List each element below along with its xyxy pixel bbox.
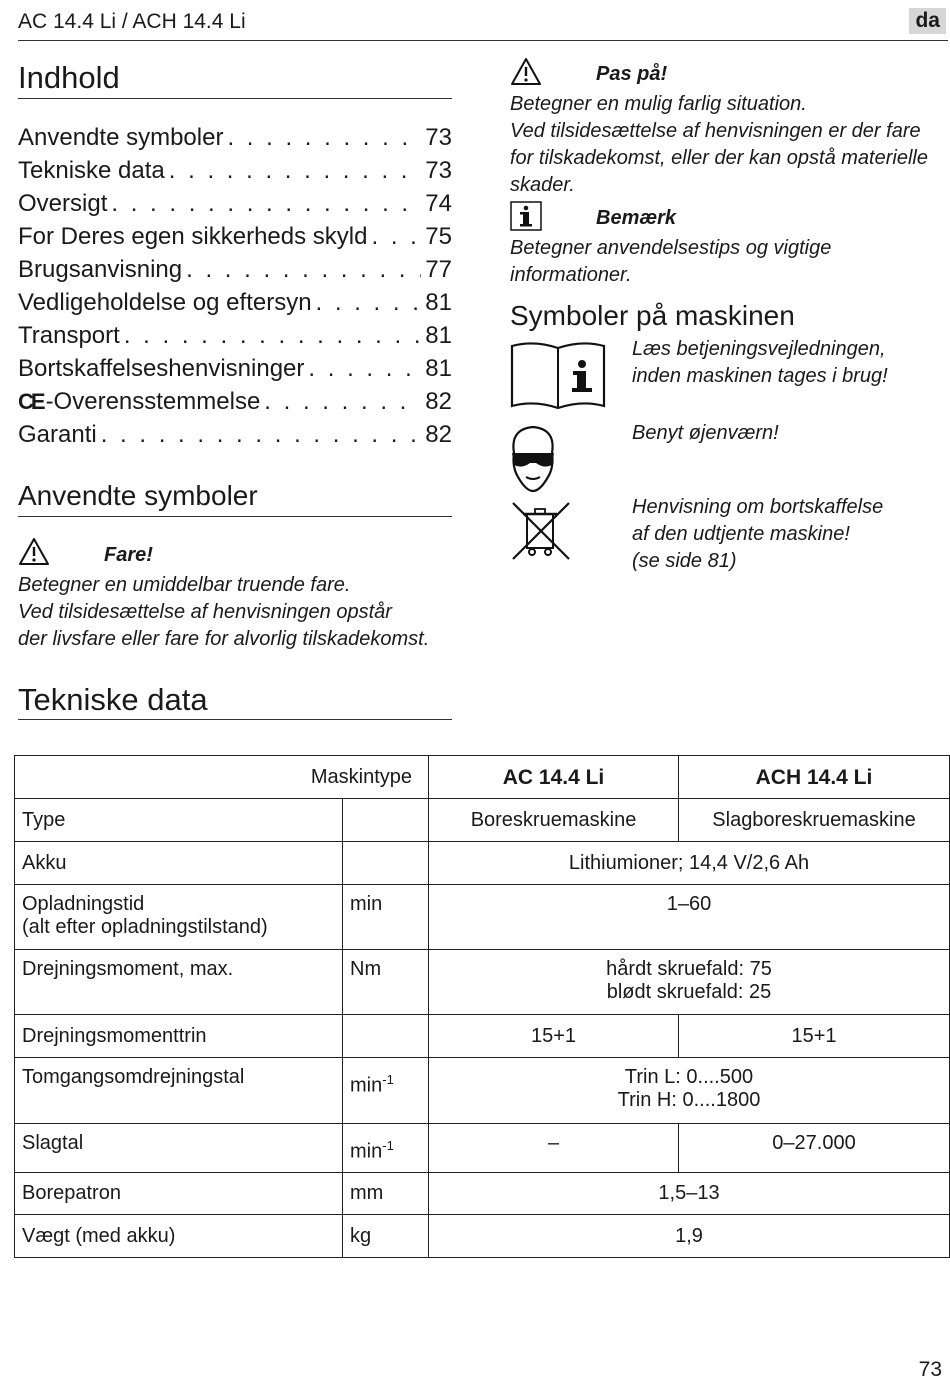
note-text: Betegner anvendelsestips og vigtige informationer. [510,237,832,286]
symbols-rule [18,516,452,517]
tech-rule [18,719,452,720]
note-label: Bemærk [596,207,677,229]
crossed-bin-icon [510,500,572,562]
table-row: Type Boreskruemaskine Slagboreskruemaskine [15,799,950,842]
toc-item[interactable]: CE -Overensstemmelse . . . 82 [18,388,452,416]
model-header-ach: ACH 14.4 Li [679,756,950,799]
caution-text: Betegner en mulig farlig situation. Ved tilsidesættelse af henvisningen er der fare for tilskadekomst, eller der kan opstå materielle skader. [510,93,928,196]
table-row: Slagtal $\min^{-1}$ – 0–27.000 [15,1124,950,1173]
info-note-icon [510,201,542,231]
table-row: Akku Lithiumioner; 14,4 V/2,6 Ah [15,842,950,885]
machine-symbols-heading: Symboler på maskinen [510,300,795,331]
disposal-text: Henvisning om bortskaffelse af den udtjente maskine! (se side 81) [632,496,884,572]
danger-label: Fare! [104,544,153,566]
table-row: Tomgangsomdrejningstal $\min^{-1}$ Trin L: 0....500 Trin H: 0....1800 [15,1058,950,1124]
toc-item[interactable]: Bortskaffelseshenvisninger . . . 81 [18,355,452,383]
page-number: 73 [918,1358,942,1381]
table-row: Drejningsmoment, max. Nm hårdt skruefald: 75 blødt skruefald: 25 [15,950,950,1015]
toc-item[interactable]: Anvendte symboler . . . 73 [18,124,452,152]
warning-triangle-icon [18,537,50,567]
safety-goggles-icon [508,423,558,495]
table-row: Vægt (med akku) kg 1,9 [15,1215,950,1258]
toc-item[interactable]: Garanti . . . 82 [18,421,452,449]
table-row: Drejningsmomenttrin 15+1 15+1 [15,1015,950,1058]
caution-label: Pas på! [596,63,668,85]
manual-text: Læs betjeningsvejledningen, inden maskinen tages i brug! [632,338,888,387]
document-header-title: AC 14.4 Li / ACH 14.4 Li [18,10,246,33]
model-header-ac: AC 14.4 Li [429,756,679,799]
header-rule [18,40,948,41]
manual-book-icon [508,340,608,412]
danger-text: Betegner en umiddelbar truende fare. Ved tilsidesættelse af henvisningen opstår der livsfare eller fare for alvorlig tilskadekomst. [18,574,430,650]
tech-heading: Tekniske data [18,682,208,717]
table-row: Opladningstid (alt efter opladningstilstand) min 1–60 [15,885,950,950]
toc-rule [18,98,452,99]
toc-item[interactable]: Tekniske data . . . 73 [18,157,452,185]
tech-data-table [14,755,950,1258]
toc-heading: Indhold [18,60,120,95]
ce-mark-icon: CE [18,389,43,414]
toc-item[interactable]: Brugsanvisning . . . 77 [18,256,452,284]
language-badge: da [909,8,946,34]
toc-item[interactable]: Oversigt . . . 74 [18,190,452,218]
symbols-heading: Anvendte symboler [18,480,258,511]
table-header-row [15,756,950,799]
goggles-text: Benyt øjenværn! [632,422,779,444]
machine-type-header: Maskintype [15,756,429,799]
toc-item[interactable]: Transport . . . 81 [18,322,452,350]
warning-triangle-icon [510,57,542,87]
toc-item[interactable]: Vedligeholdelse og eftersyn . . . 81 [18,289,452,317]
table-row: Borepatron mm 1,5–13 [15,1173,950,1215]
toc-item[interactable]: For Deres egen sikkerheds skyld . . . 75 [18,223,452,251]
